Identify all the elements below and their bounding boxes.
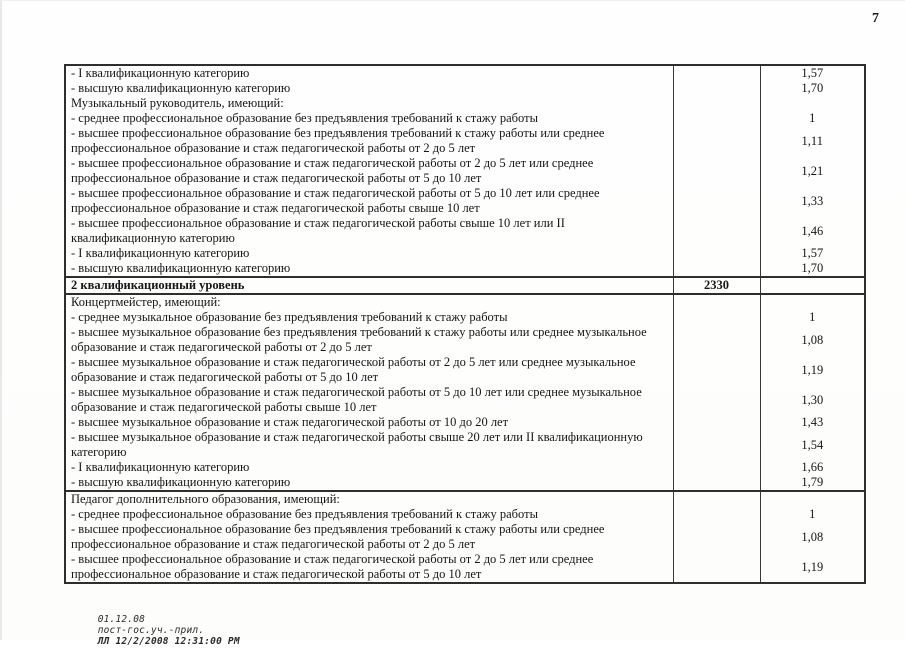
base-salary-cell	[673, 156, 760, 186]
table-row	[65, 415, 865, 430]
base-salary-cell	[673, 385, 760, 415]
row-description-cell: - высшее музыкальное образование и стаж педагогической работы от 2 до 5 лет или среднее музыкальное образование и стаж педагогической работы от 5 до 10 лет	[65, 355, 673, 385]
base-salary-cell	[673, 294, 760, 310]
base-salary-cell	[673, 507, 760, 522]
base-salary-cell	[673, 186, 760, 216]
row-description-cell: - среднее профессиональное образование без предъявления требований к стажу работы	[65, 111, 673, 126]
table-row	[65, 507, 865, 522]
footer-date: 01.12.08	[97, 614, 146, 625]
table-row	[65, 186, 865, 216]
coefficient-cell: 1,33	[760, 186, 865, 216]
base-salary-cell	[673, 261, 760, 277]
coefficient-cell: 1,70	[760, 261, 865, 277]
base-salary-cell	[673, 552, 760, 583]
table-row	[65, 310, 865, 325]
base-salary-cell	[673, 246, 760, 261]
coefficient-cell: 1,57	[760, 246, 865, 261]
table-row	[65, 111, 865, 126]
footer-timestamp: ЛЛ 12/2/2008 12:31:00 PM	[97, 636, 240, 647]
table-row	[65, 325, 865, 355]
row-description-cell: - высшее профессиональное образование и стаж педагогической работы от 5 до 10 лет или среднее профессиональное образование и стаж педагогической работы свыше 10 лет	[65, 186, 673, 216]
row-description-cell: Концертмейстер, имеющий:	[65, 294, 673, 310]
table-row	[65, 491, 865, 507]
coefficient-cell	[760, 277, 865, 294]
coefficient-cell: 1	[760, 111, 865, 126]
row-description-cell: Музыкальный руководитель, имеющий:	[65, 96, 673, 111]
base-salary-cell	[673, 325, 760, 355]
coefficient-cell: 1,66	[760, 460, 865, 475]
base-salary-cell	[673, 460, 760, 475]
coefficient-cell: 1	[760, 507, 865, 522]
base-salary-cell	[673, 96, 760, 111]
row-description-cell: - высшую квалификационную категорию	[65, 81, 673, 96]
row-description-cell: - I квалификационную категорию	[65, 65, 673, 81]
row-description-cell: - высшее музыкальное образование и стаж педагогической работы свыше 20 лет или II квалификационную категорию	[65, 430, 673, 460]
base-salary-cell	[673, 475, 760, 491]
row-description-cell: - высшее профессиональное образование и стаж педагогической работы свыше 10 лет или II квалификационную категорию	[65, 216, 673, 246]
coefficient-cell: 1,54	[760, 430, 865, 460]
base-salary-cell	[673, 65, 760, 81]
coefficient-cell: 1,57	[760, 65, 865, 81]
table-row	[65, 261, 865, 277]
coefficient-cell	[760, 294, 865, 310]
table-row	[65, 294, 865, 310]
base-salary-cell	[673, 415, 760, 430]
row-description-cell: - высшее музыкальное образование и стаж педагогической работы от 5 до 10 лет или среднее музыкальное образование и стаж педагогической работы свыше 10 лет	[65, 385, 673, 415]
base-salary-cell	[673, 310, 760, 325]
page-number: 7	[872, 11, 879, 26]
row-description-cell: - высшее профессиональное образование и стаж педагогической работы от 2 до 5 лет или среднее профессиональное образование и стаж педагогической работы от 5 до 10 лет	[65, 552, 673, 583]
row-description-cell: - I квалификационную категорию	[65, 246, 673, 261]
table-row	[65, 355, 865, 385]
base-salary-cell	[673, 81, 760, 96]
base-salary-cell	[673, 216, 760, 246]
table-row	[65, 246, 865, 261]
row-description-cell: - высшее музыкальное образование и стаж педагогической работы от 10 до 20 лет	[65, 415, 673, 430]
row-description-cell: - высшую квалификационную категорию	[65, 475, 673, 491]
base-salary-cell	[673, 126, 760, 156]
coefficient-cell	[760, 96, 865, 111]
row-description-cell: - высшее профессиональное образование и стаж педагогической работы от 2 до 5 лет или среднее профессиональное образование и стаж педагогической работы от 5 до 10 лет	[65, 156, 673, 186]
row-description-cell: 2 квалификационный уровень	[65, 277, 673, 294]
row-description-cell: - среднее музыкальное образование без предъявления требований к стажу работы	[65, 310, 673, 325]
coefficient-cell: 1,08	[760, 325, 865, 355]
footer-filename: пост-гос.уч.-прил.	[97, 625, 205, 636]
row-description-cell: - высшее профессиональное образование без предъявления требований к стажу работы или среднее профессиональное образование и стаж педагогической работы от 2 до 5 лет	[65, 126, 673, 156]
table-row	[65, 277, 865, 294]
base-salary-cell	[673, 355, 760, 385]
coefficient-cell: 1,79	[760, 475, 865, 491]
coefficient-cell: 1,19	[760, 552, 865, 583]
coefficient-cell	[760, 491, 865, 507]
row-description-cell: - среднее профессиональное образование без предъявления требований к стажу работы	[65, 507, 673, 522]
table-row	[65, 216, 865, 246]
row-description-cell: - I квалификационную категорию	[65, 460, 673, 475]
coefficient-cell: 1,08	[760, 522, 865, 552]
base-salary-cell	[673, 430, 760, 460]
table-row	[65, 460, 865, 475]
table-row	[65, 385, 865, 415]
table-row	[65, 96, 865, 111]
table-row	[65, 430, 865, 460]
row-description-cell: - высшее музыкальное образование без предъявления требований к стажу работы или среднее музыкальное образование и стаж педагогической работы от 2 до 5 лет	[65, 325, 673, 355]
table-row	[65, 65, 865, 81]
coefficient-cell: 1,30	[760, 385, 865, 415]
coefficient-cell: 1,43	[760, 415, 865, 430]
table-row	[65, 156, 865, 186]
row-description-cell: - высшее профессиональное образование без предъявления требований к стажу работы или среднее профессиональное образование и стаж педагогической работы от 2 до 5 лет	[65, 522, 673, 552]
coefficient-cell: 1	[760, 310, 865, 325]
table-row	[65, 81, 865, 96]
table-row	[65, 126, 865, 156]
row-description-cell: - высшую квалификационную категорию	[65, 261, 673, 277]
row-description-cell: Педагог дополнительного образования, имеющий:	[65, 491, 673, 507]
coefficient-cell: 1,11	[760, 126, 865, 156]
document-footer-stamp	[74, 603, 240, 658]
base-salary-cell	[673, 111, 760, 126]
base-salary-cell	[673, 522, 760, 552]
coefficient-cell: 1,46	[760, 216, 865, 246]
qualification-coefficients-table	[64, 64, 866, 584]
coefficient-cell: 1,21	[760, 156, 865, 186]
base-salary-cell: 2330	[673, 277, 760, 294]
salary-table-body	[65, 65, 865, 583]
coefficient-cell: 1,19	[760, 355, 865, 385]
table-row	[65, 522, 865, 552]
coefficient-cell: 1,70	[760, 81, 865, 96]
table-row	[65, 475, 865, 491]
base-salary-cell	[673, 491, 760, 507]
table-row	[65, 552, 865, 583]
